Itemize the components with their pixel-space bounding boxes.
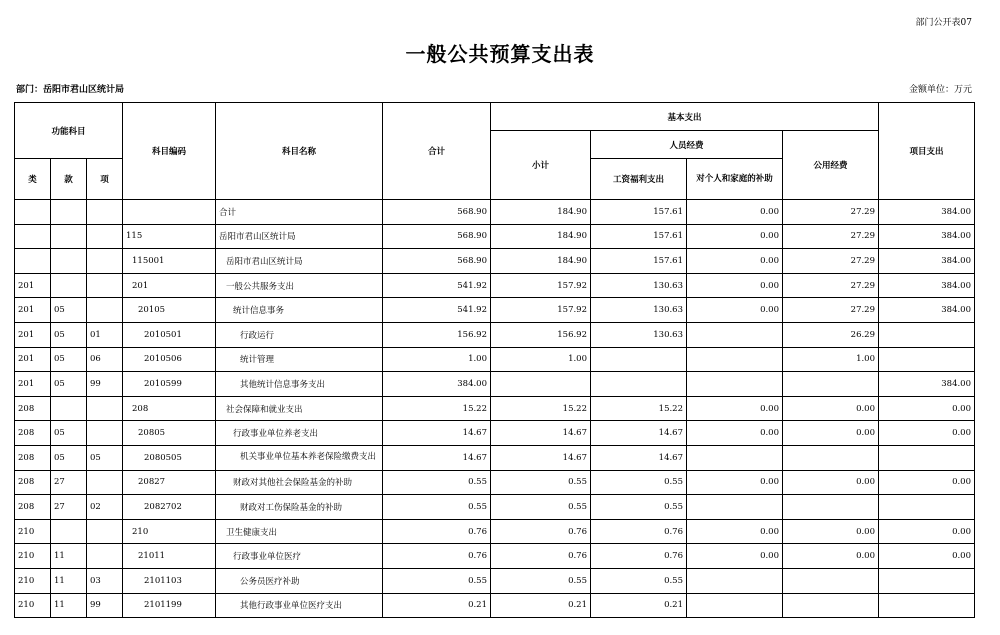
cell-subsidy	[687, 372, 783, 397]
table-row	[15, 224, 975, 249]
cell-lei	[15, 224, 51, 249]
cell-code: 20805	[123, 421, 216, 446]
cell-lei	[15, 249, 51, 274]
table-row	[15, 445, 975, 470]
cell-total: 14.67	[383, 445, 491, 470]
header-subtotal: 小计	[491, 131, 591, 200]
cell-project: 384.00	[879, 224, 975, 249]
table-row	[15, 568, 975, 593]
cell-code: 2080505	[123, 445, 216, 470]
cell-code: 115001	[123, 249, 216, 274]
cell-public	[783, 372, 879, 397]
cell-xiang	[87, 200, 123, 225]
cell-subsidy: 0.00	[687, 519, 783, 544]
cell-lei: 201	[15, 298, 51, 323]
cell-code: 2082702	[123, 495, 216, 520]
cell-total: 0.76	[383, 519, 491, 544]
cell-total: 0.55	[383, 470, 491, 495]
cell-kuan: 05	[51, 421, 87, 446]
cell-total: 0.76	[383, 544, 491, 569]
cell-kuan: 05	[51, 372, 87, 397]
header-basic: 基本支出	[491, 103, 879, 131]
table-row	[15, 298, 975, 323]
cell-kuan: 11	[51, 568, 87, 593]
cell-project: 384.00	[879, 298, 975, 323]
cell-project	[879, 445, 975, 470]
cell-xiang	[87, 224, 123, 249]
cell-subsidy: 0.00	[687, 200, 783, 225]
cell-salary: 130.63	[591, 273, 687, 298]
cell-code: 20105	[123, 298, 216, 323]
cell-name: 统计信息事务	[216, 298, 383, 323]
cell-xiang: 06	[87, 347, 123, 372]
cell-lei: 210	[15, 593, 51, 618]
cell-public: 27.29	[783, 249, 879, 274]
cell-salary: 0.55	[591, 495, 687, 520]
cell-total: 568.90	[383, 249, 491, 274]
cell-total: 568.90	[383, 200, 491, 225]
cell-project	[879, 495, 975, 520]
header-func-subject: 功能科目	[15, 103, 123, 159]
cell-xiang: 03	[87, 568, 123, 593]
cell-project	[879, 593, 975, 618]
cell-subtotal: 0.55	[491, 495, 591, 520]
cell-kuan	[51, 396, 87, 421]
cell-subtotal: 156.92	[491, 322, 591, 347]
cell-public	[783, 568, 879, 593]
table-row	[15, 519, 975, 544]
cell-subtotal: 157.92	[491, 298, 591, 323]
cell-salary: 157.61	[591, 249, 687, 274]
cell-subtotal: 1.00	[491, 347, 591, 372]
cell-name: 一般公共服务支出	[216, 273, 383, 298]
cell-total: 0.21	[383, 593, 491, 618]
cell-salary: 0.76	[591, 544, 687, 569]
cell-subtotal: 15.22	[491, 396, 591, 421]
cell-code: 20827	[123, 470, 216, 495]
table-row	[15, 347, 975, 372]
header-lei: 类	[15, 159, 51, 200]
cell-kuan: 11	[51, 593, 87, 618]
cell-subtotal: 0.55	[491, 568, 591, 593]
cell-kuan	[51, 273, 87, 298]
cell-public: 0.00	[783, 421, 879, 446]
cell-kuan: 05	[51, 445, 87, 470]
cell-salary: 0.21	[591, 593, 687, 618]
cell-total: 156.92	[383, 322, 491, 347]
cell-subsidy	[687, 495, 783, 520]
cell-code: 2101103	[123, 568, 216, 593]
cell-name: 行政事业单位医疗	[216, 544, 383, 569]
cell-salary: 0.55	[591, 568, 687, 593]
cell-lei: 210	[15, 519, 51, 544]
cell-subtotal: 14.67	[491, 445, 591, 470]
cell-xiang: 02	[87, 495, 123, 520]
cell-xiang: 99	[87, 372, 123, 397]
cell-name: 岳阳市君山区统计局	[216, 249, 383, 274]
cell-xiang: 01	[87, 322, 123, 347]
header-xiang: 项	[87, 159, 123, 200]
cell-lei: 208	[15, 421, 51, 446]
cell-xiang	[87, 273, 123, 298]
table-row	[15, 470, 975, 495]
cell-name: 社会保障和就业支出	[216, 396, 383, 421]
cell-subsidy: 0.00	[687, 298, 783, 323]
cell-project: 0.00	[879, 544, 975, 569]
table-row	[15, 249, 975, 274]
cell-name: 卫生健康支出	[216, 519, 383, 544]
cell-subtotal: 157.92	[491, 273, 591, 298]
unit-label: 金额单位：万元	[908, 85, 972, 95]
cell-lei: 201	[15, 322, 51, 347]
cell-project: 0.00	[879, 470, 975, 495]
cell-subsidy	[687, 593, 783, 618]
table-row	[15, 421, 975, 446]
cell-subsidy: 0.00	[687, 273, 783, 298]
cell-total: 0.55	[383, 495, 491, 520]
cell-project: 384.00	[879, 273, 975, 298]
table-row	[15, 593, 975, 618]
cell-total: 14.67	[383, 421, 491, 446]
cell-total: 541.92	[383, 298, 491, 323]
cell-subsidy: 0.00	[687, 396, 783, 421]
cell-name: 统计管理	[216, 347, 383, 372]
cell-lei: 208	[15, 495, 51, 520]
cell-project: 384.00	[879, 200, 975, 225]
cell-salary: 14.67	[591, 445, 687, 470]
cell-public: 1.00	[783, 347, 879, 372]
cell-kuan: 05	[51, 298, 87, 323]
cell-name: 公务员医疗补助	[216, 568, 383, 593]
cell-kuan: 05	[51, 322, 87, 347]
cell-kuan: 27	[51, 495, 87, 520]
cell-public: 27.29	[783, 273, 879, 298]
cell-kuan: 11	[51, 544, 87, 569]
cell-lei: 201	[15, 347, 51, 372]
cell-subsidy: 0.00	[687, 421, 783, 446]
cell-subtotal	[491, 372, 591, 397]
header-total: 合计	[383, 103, 491, 200]
table-row	[15, 273, 975, 298]
cell-project	[879, 568, 975, 593]
cell-lei	[15, 200, 51, 225]
cell-name: 财政对其他社会保险基金的补助	[216, 470, 383, 495]
cell-subtotal: 0.21	[491, 593, 591, 618]
cell-lei: 210	[15, 544, 51, 569]
cell-salary: 130.63	[591, 298, 687, 323]
cell-lei: 210	[15, 568, 51, 593]
cell-name: 机关事业单位基本养老保险缴费支出	[216, 445, 383, 470]
cell-code: 21011	[123, 544, 216, 569]
cell-lei: 208	[15, 396, 51, 421]
table-row	[15, 544, 975, 569]
header-subsidy: 对个人和家庭的补助	[687, 159, 783, 200]
cell-name: 岳阳市君山区统计局	[216, 224, 383, 249]
cell-subsidy	[687, 322, 783, 347]
cell-project: 0.00	[879, 519, 975, 544]
table-row	[15, 322, 975, 347]
cell-code	[123, 200, 216, 225]
cell-subsidy: 0.00	[687, 544, 783, 569]
cell-public: 26.29	[783, 322, 879, 347]
cell-total: 15.22	[383, 396, 491, 421]
cell-code: 208	[123, 396, 216, 421]
cell-kuan	[51, 519, 87, 544]
cell-public: 0.00	[783, 470, 879, 495]
cell-xiang	[87, 396, 123, 421]
cell-public	[783, 593, 879, 618]
cell-name: 其他行政事业单位医疗支出	[216, 593, 383, 618]
cell-public: 27.29	[783, 200, 879, 225]
cell-salary	[591, 347, 687, 372]
cell-subtotal: 0.76	[491, 519, 591, 544]
cell-subsidy	[687, 568, 783, 593]
budget-table	[14, 102, 975, 618]
cell-xiang	[87, 470, 123, 495]
cell-salary: 130.63	[591, 322, 687, 347]
cell-subtotal: 184.90	[491, 224, 591, 249]
cell-public	[783, 445, 879, 470]
cell-salary: 0.76	[591, 519, 687, 544]
cell-lei: 208	[15, 445, 51, 470]
cell-project: 0.00	[879, 396, 975, 421]
cell-subtotal: 14.67	[491, 421, 591, 446]
cell-subsidy	[687, 445, 783, 470]
cell-salary: 0.55	[591, 470, 687, 495]
cell-lei: 201	[15, 372, 51, 397]
cell-code: 210	[123, 519, 216, 544]
table-row	[15, 495, 975, 520]
header-public: 公用经费	[783, 131, 879, 200]
cell-code: 2010506	[123, 347, 216, 372]
cell-kuan	[51, 249, 87, 274]
cell-public: 0.00	[783, 544, 879, 569]
cell-xiang	[87, 544, 123, 569]
cell-subtotal: 0.55	[491, 470, 591, 495]
table-row	[15, 396, 975, 421]
header-personnel: 人员经费	[591, 131, 783, 159]
cell-code: 2101199	[123, 593, 216, 618]
cell-subtotal: 0.76	[491, 544, 591, 569]
cell-public: 0.00	[783, 519, 879, 544]
cell-salary: 157.61	[591, 224, 687, 249]
cell-lei: 201	[15, 273, 51, 298]
cell-salary: 15.22	[591, 396, 687, 421]
cell-subsidy	[687, 347, 783, 372]
table-row	[15, 372, 975, 397]
cell-xiang: 99	[87, 593, 123, 618]
cell-kuan: 05	[51, 347, 87, 372]
cell-name: 其他统计信息事务支出	[216, 372, 383, 397]
cell-total: 1.00	[383, 347, 491, 372]
cell-name: 行政事业单位养老支出	[216, 421, 383, 446]
cell-project: 384.00	[879, 249, 975, 274]
cell-name: 合计	[216, 200, 383, 225]
cell-project	[879, 347, 975, 372]
cell-name: 行政运行	[216, 322, 383, 347]
cell-public: 0.00	[783, 396, 879, 421]
cell-project	[879, 322, 975, 347]
cell-subsidy: 0.00	[687, 470, 783, 495]
header-kuan: 款	[51, 159, 87, 200]
form-code: 部门公开表07	[915, 18, 972, 28]
cell-xiang	[87, 421, 123, 446]
table-body	[15, 200, 975, 618]
page-title: 一般公共预算支出表	[405, 42, 595, 66]
cell-subsidy: 0.00	[687, 224, 783, 249]
cell-public: 27.29	[783, 298, 879, 323]
cell-total: 541.92	[383, 273, 491, 298]
cell-kuan	[51, 200, 87, 225]
cell-salary	[591, 372, 687, 397]
cell-subsidy: 0.00	[687, 249, 783, 274]
cell-code: 201	[123, 273, 216, 298]
cell-lei: 208	[15, 470, 51, 495]
cell-public	[783, 495, 879, 520]
cell-project: 0.00	[879, 421, 975, 446]
table-row	[15, 200, 975, 225]
cell-xiang: 05	[87, 445, 123, 470]
cell-kuan	[51, 224, 87, 249]
header-subject-code: 科目编码	[123, 103, 216, 200]
cell-xiang	[87, 519, 123, 544]
department-label: 部门：岳阳市君山区统计局	[16, 85, 125, 95]
cell-kuan: 27	[51, 470, 87, 495]
cell-code: 2010599	[123, 372, 216, 397]
cell-total: 568.90	[383, 224, 491, 249]
cell-total: 384.00	[383, 372, 491, 397]
header-project: 项目支出	[879, 103, 975, 200]
cell-xiang	[87, 298, 123, 323]
cell-salary: 14.67	[591, 421, 687, 446]
cell-code: 2010501	[123, 322, 216, 347]
cell-subtotal: 184.90	[491, 200, 591, 225]
cell-xiang	[87, 249, 123, 274]
cell-project: 384.00	[879, 372, 975, 397]
cell-name: 财政对工伤保险基金的补助	[216, 495, 383, 520]
cell-public: 27.29	[783, 224, 879, 249]
cell-code: 115	[123, 224, 216, 249]
cell-total: 0.55	[383, 568, 491, 593]
header-salary: 工资福利支出	[591, 159, 687, 200]
cell-salary: 157.61	[591, 200, 687, 225]
cell-subtotal: 184.90	[491, 249, 591, 274]
header-subject-name: 科目名称	[216, 103, 383, 200]
